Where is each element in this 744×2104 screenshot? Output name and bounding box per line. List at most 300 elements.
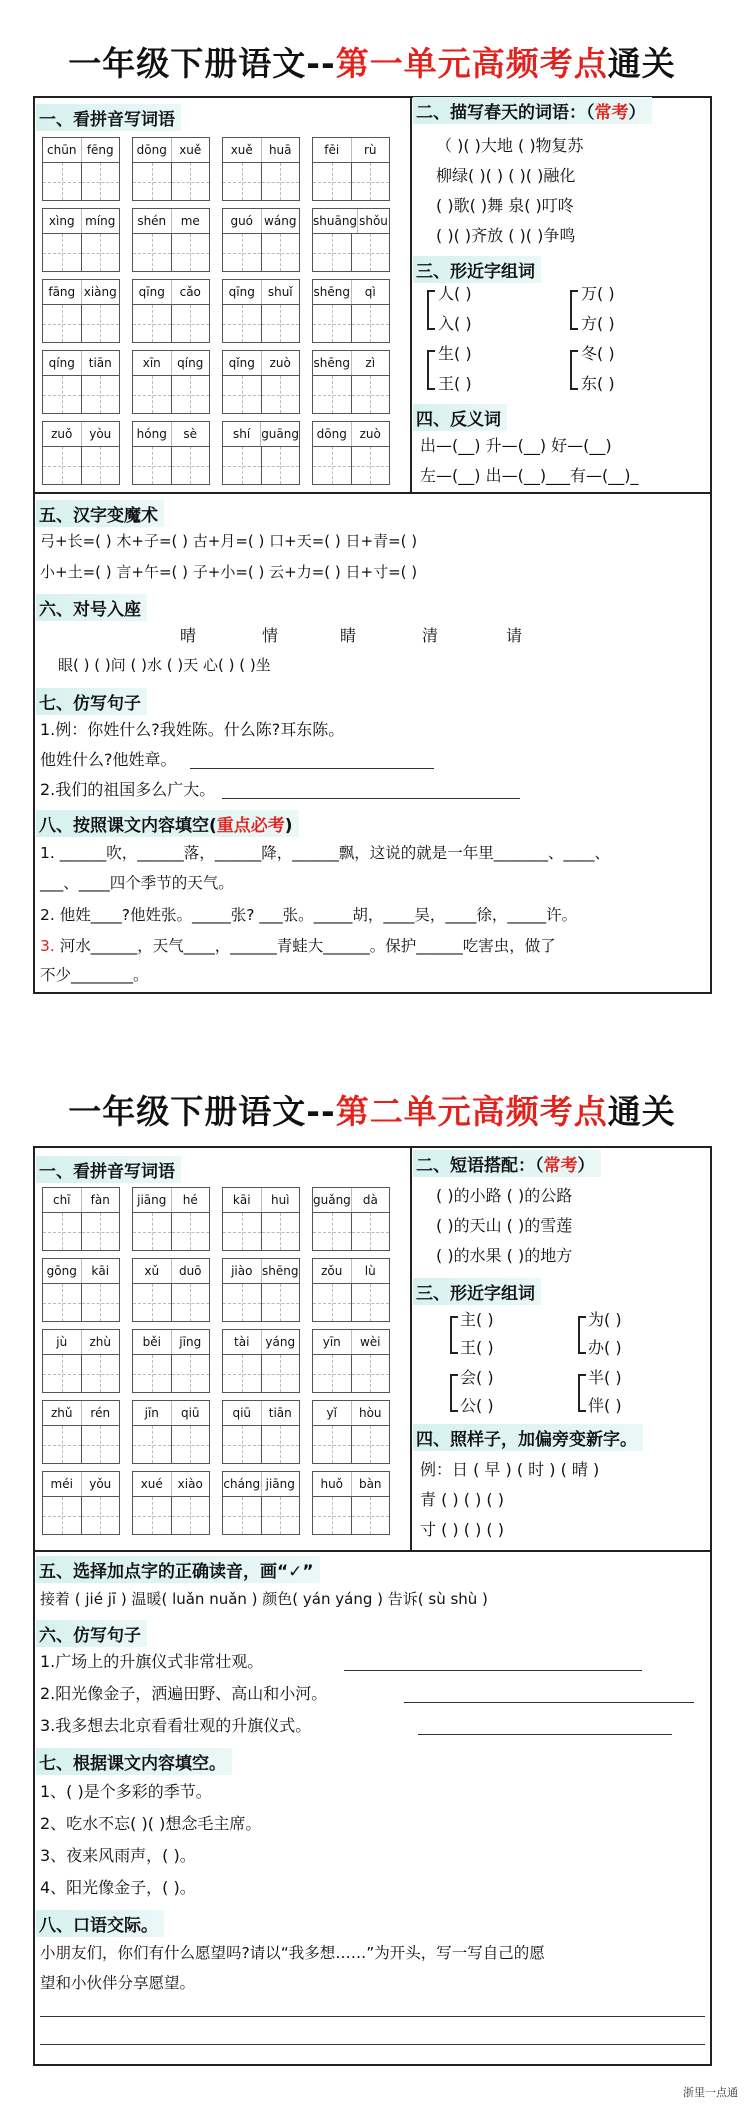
unit1-sec2-heading bbox=[413, 97, 652, 124]
pinyin-word bbox=[132, 1329, 210, 1393]
unit2-row-divider bbox=[34, 1550, 711, 1552]
pinyin-word bbox=[42, 350, 120, 414]
pinyin-syllable: hé bbox=[171, 1188, 210, 1212]
unit1-brace bbox=[570, 350, 578, 390]
unit1-similar-char: 生( ) bbox=[438, 344, 472, 363]
pinyin-word bbox=[132, 1400, 210, 1464]
pinyin-syllable: tiān bbox=[261, 1401, 300, 1425]
unit2-sec6-heading: 六、仿写句子 bbox=[36, 1620, 147, 1647]
tian-zi-cell[interactable] bbox=[81, 1426, 120, 1463]
pinyin-syllable: hòu bbox=[351, 1401, 390, 1425]
pinyin-word bbox=[222, 279, 300, 343]
pinyin-word bbox=[132, 1187, 210, 1251]
pinyin-label bbox=[42, 1258, 120, 1283]
tian-zi-cell[interactable] bbox=[223, 234, 261, 271]
pinyin-label bbox=[42, 1471, 120, 1496]
unit1-sec6-heading: 六、对号入座 bbox=[36, 594, 147, 621]
tian-zi-cell[interactable] bbox=[313, 305, 351, 342]
tian-zi-cell[interactable] bbox=[351, 163, 390, 200]
pinyin-row bbox=[42, 279, 402, 343]
unit1-answer-line bbox=[190, 768, 434, 769]
pinyin-label bbox=[132, 1187, 210, 1212]
pinyin-syllable: xué bbox=[140, 1477, 163, 1491]
pinyin-row bbox=[42, 1400, 402, 1464]
tian-zi-cell[interactable] bbox=[223, 163, 261, 200]
unit2-writing-line bbox=[40, 2044, 705, 2045]
pinyin-syllable: shǒu bbox=[357, 209, 389, 233]
tian-zi-cell[interactable] bbox=[223, 1284, 261, 1321]
unit2-oral-prompt: 望和小伙伴分享愿望。 bbox=[40, 1974, 196, 1992]
writing-grid[interactable] bbox=[132, 1425, 210, 1464]
unit1-sec3-heading: 三、形近字组词 bbox=[413, 256, 541, 283]
pinyin-syllable: yǐ bbox=[326, 1406, 337, 1420]
unit2-fill-line: 4、阳光像金子，( )。 bbox=[40, 1878, 196, 1897]
pinyin-word bbox=[312, 1258, 390, 1322]
unit2-radical-line: 青 ( ) ( ) ( ) bbox=[420, 1490, 504, 1509]
unit2-sec2-end: ） bbox=[577, 1156, 595, 1176]
tian-zi-cell[interactable] bbox=[261, 1426, 300, 1463]
pinyin-label bbox=[222, 1258, 300, 1283]
unit1-imitate-prompt: 2.我们的祖国多么广大。 bbox=[40, 780, 216, 799]
writing-grid[interactable] bbox=[132, 1283, 210, 1322]
tian-zi-cell[interactable] bbox=[43, 234, 81, 271]
pinyin-syllable: qiū bbox=[171, 1401, 210, 1425]
pinyin-syllable: shén bbox=[137, 214, 167, 228]
tian-zi-cell[interactable] bbox=[171, 1213, 210, 1250]
pinyin-label bbox=[42, 137, 120, 162]
tian-zi-cell[interactable] bbox=[133, 1497, 171, 1534]
pinyin-syllable: guó bbox=[230, 214, 254, 228]
pinyin-row bbox=[42, 137, 402, 201]
tian-zi-cell[interactable] bbox=[133, 1355, 171, 1392]
pinyin-word bbox=[42, 1187, 120, 1251]
pinyin-syllable: tài bbox=[234, 1335, 250, 1349]
writing-grid[interactable] bbox=[42, 1496, 120, 1535]
pinyin-syllable: jīn bbox=[144, 1406, 159, 1420]
tian-zi-cell[interactable] bbox=[171, 163, 210, 200]
tian-zi-cell[interactable] bbox=[43, 1213, 81, 1250]
writing-grid[interactable] bbox=[312, 1425, 390, 1464]
tian-zi-cell[interactable] bbox=[133, 1213, 171, 1250]
pinyin-label bbox=[222, 279, 300, 304]
writing-grid[interactable] bbox=[312, 375, 390, 414]
writing-grid[interactable] bbox=[132, 1354, 210, 1393]
unit1-antonym-line: 出—(__) 升—(__) 好—(__) bbox=[420, 436, 612, 455]
pinyin-word bbox=[222, 1187, 300, 1251]
unit1-spring-line: ( )( )齐放 ( )( )争鸣 bbox=[436, 226, 576, 245]
pinyin-syllable: lù bbox=[351, 1259, 390, 1283]
tian-zi-cell[interactable] bbox=[313, 376, 351, 413]
tian-zi-cell[interactable] bbox=[133, 1284, 171, 1321]
unit1-choice-char: 晴 bbox=[180, 626, 197, 645]
unit1-antonym-line: 左—(__) 出—(__)___有—(__)_ bbox=[420, 466, 639, 485]
tian-zi-cell[interactable] bbox=[81, 376, 120, 413]
unit2-brace bbox=[450, 1374, 458, 1412]
unit1-sec2-label: 二、描写春天的词语：（ bbox=[416, 103, 595, 123]
unit2-similar-char: 会( ) bbox=[460, 1368, 494, 1387]
tian-zi-cell[interactable] bbox=[43, 305, 81, 342]
tian-zi-cell[interactable] bbox=[171, 376, 210, 413]
writing-grid[interactable] bbox=[222, 304, 300, 343]
pinyin-word bbox=[222, 1329, 300, 1393]
pinyin-word bbox=[132, 1258, 210, 1322]
pinyin-label bbox=[312, 1400, 390, 1425]
tian-zi-cell[interactable] bbox=[133, 305, 171, 342]
unit1-brace bbox=[570, 290, 578, 330]
unit2-brace bbox=[578, 1374, 586, 1412]
unit2-sec2-tag: 常考 bbox=[543, 1156, 578, 1176]
pinyin-syllable: míng bbox=[81, 209, 120, 233]
unit2-similar-char: 公( ) bbox=[460, 1396, 494, 1415]
unit2-similar-char: 办( ) bbox=[588, 1338, 622, 1357]
unit2-imitate-line: 1.广场上的升旗仪式非常壮观。 bbox=[40, 1652, 264, 1671]
unit1-fill-line bbox=[40, 937, 556, 956]
writing-grid[interactable] bbox=[42, 1354, 120, 1393]
pinyin-word bbox=[132, 137, 210, 201]
pinyin-word bbox=[312, 208, 390, 272]
unit1-magic-line: 小+土=( ) 言+午=( ) 子+小=( ) 云+力=( ) 日+寸=( ) bbox=[40, 563, 418, 581]
tian-zi-cell[interactable] bbox=[351, 305, 390, 342]
pinyin-syllable: shēng bbox=[313, 356, 350, 370]
pinyin-word bbox=[42, 1471, 120, 1535]
pinyin-syllable: hóng bbox=[136, 427, 167, 441]
pinyin-syllable: zhǔ bbox=[50, 1406, 73, 1420]
writing-grid[interactable] bbox=[312, 1283, 390, 1322]
writing-grid[interactable] bbox=[312, 304, 390, 343]
tian-zi-cell[interactable] bbox=[261, 163, 300, 200]
pinyin-label bbox=[312, 1258, 390, 1283]
tian-zi-cell[interactable] bbox=[133, 1426, 171, 1463]
unit1-spring-line: 柳绿( )( ) ( )( )融化 bbox=[436, 166, 576, 185]
unit1-similar-char: 东( ) bbox=[581, 374, 615, 393]
pinyin-label bbox=[42, 208, 120, 233]
tian-zi-cell[interactable] bbox=[81, 163, 120, 200]
pinyin-syllable: yáng bbox=[261, 1330, 300, 1354]
tian-zi-cell[interactable] bbox=[43, 376, 81, 413]
tian-zi-cell[interactable] bbox=[43, 447, 81, 484]
unit2-brace bbox=[450, 1316, 458, 1354]
tian-zi-cell[interactable] bbox=[313, 1497, 351, 1534]
pinyin-label bbox=[222, 1400, 300, 1425]
tian-zi-cell[interactable] bbox=[261, 376, 300, 413]
tian-zi-cell[interactable] bbox=[171, 305, 210, 342]
tian-zi-cell[interactable] bbox=[313, 234, 351, 271]
unit1-sec4-heading: 四、反义词 bbox=[413, 404, 507, 431]
pinyin-syllable: chī bbox=[52, 1193, 71, 1207]
tian-zi-cell[interactable] bbox=[351, 1355, 390, 1392]
unit1-sec8-label: 八、按照课文内容填空( bbox=[39, 816, 217, 836]
pinyin-syllable: sè bbox=[171, 422, 210, 446]
pinyin-word bbox=[132, 279, 210, 343]
pinyin-row bbox=[42, 1187, 402, 1251]
unit1-fill-line: 不少________。 bbox=[40, 966, 149, 984]
pinyin-syllable: zhù bbox=[81, 1330, 120, 1354]
pinyin-label bbox=[222, 1471, 300, 1496]
unit1-title bbox=[0, 38, 744, 85]
tian-zi-cell[interactable] bbox=[351, 447, 390, 484]
pinyin-syllable: shēng bbox=[313, 285, 350, 299]
pinyin-word bbox=[312, 279, 390, 343]
unit2-sec3-heading: 三、形近字组词 bbox=[413, 1278, 541, 1305]
unit2-column-divider bbox=[410, 1147, 412, 1550]
pinyin-syllable: fēi bbox=[324, 143, 340, 157]
tian-zi-cell[interactable] bbox=[223, 447, 261, 484]
tian-zi-cell[interactable] bbox=[81, 447, 120, 484]
pinyin-syllable: jù bbox=[56, 1335, 68, 1349]
unit2-similar-char: 主( ) bbox=[460, 1310, 494, 1329]
unit1-fill-text: 河水______，天气____，______青蛙大______。保护______吃害虫，做了 bbox=[54, 937, 556, 955]
writing-grid[interactable] bbox=[312, 162, 390, 201]
unit2-imitate-line: 2.阳光像金子，洒遍田野、高山和小河。 bbox=[40, 1684, 328, 1703]
tian-zi-cell[interactable] bbox=[223, 1426, 261, 1463]
unit2-brace bbox=[578, 1316, 586, 1354]
pinyin-word bbox=[42, 1400, 120, 1464]
unit1-sec8-end: ) bbox=[284, 816, 293, 836]
tian-zi-cell[interactable] bbox=[43, 1284, 81, 1321]
pinyin-label bbox=[312, 1329, 390, 1354]
pinyin-word bbox=[222, 1258, 300, 1322]
unit1-title-suffix: 通关 bbox=[607, 44, 676, 83]
unit1-answer-line bbox=[222, 798, 520, 799]
pinyin-word bbox=[312, 1400, 390, 1464]
tian-zi-cell[interactable] bbox=[81, 234, 120, 271]
pinyin-word bbox=[42, 1329, 120, 1393]
pinyin-word bbox=[42, 279, 120, 343]
pinyin-word bbox=[132, 208, 210, 272]
pinyin-syllable: qì bbox=[351, 280, 390, 304]
unit2-phrase-line: ( )的天山 ( )的雪莲 bbox=[436, 1216, 573, 1235]
pinyin-label bbox=[42, 350, 120, 375]
tian-zi-cell[interactable] bbox=[351, 1213, 390, 1250]
pinyin-label bbox=[312, 1187, 390, 1212]
pinyin-syllable: jiào bbox=[231, 1264, 253, 1278]
writing-grid[interactable] bbox=[222, 1496, 300, 1535]
unit2-title bbox=[0, 1086, 744, 1133]
tian-zi-cell[interactable] bbox=[313, 447, 351, 484]
writing-grid[interactable] bbox=[42, 1425, 120, 1464]
pinyin-syllable: wèi bbox=[351, 1330, 390, 1354]
pinyin-label bbox=[42, 1329, 120, 1354]
writing-grid[interactable] bbox=[42, 446, 120, 485]
writing-grid[interactable] bbox=[222, 1425, 300, 1464]
writing-grid[interactable] bbox=[132, 446, 210, 485]
pinyin-label bbox=[222, 137, 300, 162]
unit1-choice-char: 情 bbox=[262, 626, 279, 645]
pinyin-word bbox=[42, 208, 120, 272]
writing-grid[interactable] bbox=[132, 233, 210, 272]
pinyin-label bbox=[132, 137, 210, 162]
tian-zi-cell[interactable] bbox=[351, 1497, 390, 1534]
pinyin-syllable: méi bbox=[50, 1477, 73, 1491]
tian-zi-cell[interactable] bbox=[81, 1355, 120, 1392]
unit1-magic-line: 弓+长=( ) 木+子=( ) 古+月=( ) 口+天=( ) 日+青=( ) bbox=[40, 532, 418, 550]
writing-grid[interactable] bbox=[42, 1212, 120, 1251]
tian-zi-cell[interactable] bbox=[313, 1213, 351, 1250]
tian-zi-cell[interactable] bbox=[351, 1284, 390, 1321]
tian-zi-cell[interactable] bbox=[261, 447, 300, 484]
tian-zi-cell[interactable] bbox=[81, 1497, 120, 1534]
tian-zi-cell[interactable] bbox=[351, 376, 390, 413]
tian-zi-cell[interactable] bbox=[313, 1426, 351, 1463]
pinyin-syllable: gōng bbox=[46, 1264, 77, 1278]
writing-grid[interactable] bbox=[132, 304, 210, 343]
unit2-answer-line bbox=[344, 1670, 642, 1671]
pinyin-syllable: rù bbox=[351, 138, 390, 162]
unit2-writing-line bbox=[40, 2016, 705, 2017]
tian-zi-cell[interactable] bbox=[133, 234, 171, 271]
unit1-sec2-end: ） bbox=[628, 103, 646, 123]
writing-grid[interactable] bbox=[222, 375, 300, 414]
pinyin-word bbox=[42, 137, 120, 201]
pinyin-word bbox=[42, 1258, 120, 1322]
tian-zi-cell[interactable] bbox=[313, 1284, 351, 1321]
writing-grid[interactable] bbox=[132, 162, 210, 201]
tian-zi-cell[interactable] bbox=[351, 1426, 390, 1463]
unit2-similar-char: 王( ) bbox=[460, 1338, 494, 1357]
unit2-sec7-heading: 七、根据课文内容填空。 bbox=[36, 1748, 232, 1775]
tian-zi-cell[interactable] bbox=[43, 1497, 81, 1534]
pinyin-word bbox=[132, 1471, 210, 1535]
unit1-choice-char: 睛 bbox=[340, 626, 357, 645]
pinyin-label bbox=[132, 1258, 210, 1283]
writing-grid[interactable] bbox=[132, 375, 210, 414]
pinyin-label bbox=[42, 1400, 120, 1425]
pinyin-word bbox=[132, 421, 210, 485]
tian-zi-cell[interactable] bbox=[261, 1284, 300, 1321]
pinyin-word bbox=[312, 350, 390, 414]
unit1-imitate-example: 1.例：你姓什么?我姓陈。什么陈?耳东陈。 bbox=[40, 720, 345, 739]
pinyin-syllable: jiāng bbox=[137, 1193, 167, 1207]
unit2-reading-line: 接着 ( jié jī ) 温暖( luǎn nuǎn ) 颜色( yán yáng ) 告诉( sù shù ) bbox=[40, 1590, 488, 1608]
writing-grid[interactable] bbox=[222, 162, 300, 201]
tian-zi-cell[interactable] bbox=[261, 1213, 300, 1250]
writing-grid[interactable] bbox=[312, 233, 390, 272]
pinyin-word bbox=[312, 421, 390, 485]
unit1-brace bbox=[427, 350, 435, 390]
tian-zi-cell[interactable] bbox=[133, 447, 171, 484]
tian-zi-cell[interactable] bbox=[43, 1426, 81, 1463]
tian-zi-cell[interactable] bbox=[261, 234, 300, 271]
pinyin-syllable: xiào bbox=[171, 1472, 210, 1496]
pinyin-row bbox=[42, 421, 402, 485]
writing-grid[interactable] bbox=[42, 1283, 120, 1322]
unit2-fill-line: 3、夜来风雨声，( )。 bbox=[40, 1846, 196, 1865]
tian-zi-cell[interactable] bbox=[81, 305, 120, 342]
writing-grid[interactable] bbox=[222, 1212, 300, 1251]
pinyin-syllable: jiāng bbox=[261, 1472, 300, 1496]
tian-zi-cell[interactable] bbox=[313, 1355, 351, 1392]
tian-zi-cell[interactable] bbox=[313, 163, 351, 200]
writing-grid[interactable] bbox=[42, 304, 120, 343]
pinyin-syllable: qiū bbox=[232, 1406, 252, 1420]
tian-zi-cell[interactable] bbox=[133, 376, 171, 413]
pinyin-label bbox=[132, 1471, 210, 1496]
writing-grid[interactable] bbox=[222, 1354, 300, 1393]
pinyin-row bbox=[42, 1329, 402, 1393]
writing-grid[interactable] bbox=[222, 446, 300, 485]
pinyin-label bbox=[222, 1187, 300, 1212]
pinyin-syllable: qīng bbox=[138, 285, 165, 299]
pinyin-word bbox=[222, 208, 300, 272]
unit2-sec8-heading: 八、口语交际。 bbox=[36, 1910, 164, 1937]
writing-grid[interactable] bbox=[42, 162, 120, 201]
pinyin-label bbox=[222, 208, 300, 233]
pinyin-syllable: yòu bbox=[81, 422, 120, 446]
pinyin-row bbox=[42, 208, 402, 272]
pinyin-syllable: kāi bbox=[81, 1259, 120, 1283]
pinyin-word bbox=[222, 137, 300, 201]
unit2-sec4-heading: 四、照样子，加偏旁变新字。 bbox=[413, 1424, 643, 1451]
unit1-similar-char: 万( ) bbox=[581, 284, 615, 303]
writing-grid[interactable] bbox=[312, 1212, 390, 1251]
writing-grid[interactable] bbox=[312, 446, 390, 485]
tian-zi-cell[interactable] bbox=[171, 447, 210, 484]
watermark: 浙里一点通 bbox=[683, 2086, 738, 2099]
tian-zi-cell[interactable] bbox=[171, 1497, 210, 1534]
writing-grid[interactable] bbox=[222, 233, 300, 272]
pinyin-syllable: kāi bbox=[232, 1193, 251, 1207]
writing-grid[interactable] bbox=[132, 1496, 210, 1535]
pinyin-syllable: fāng bbox=[48, 285, 76, 299]
pinyin-syllable: shēng bbox=[261, 1259, 300, 1283]
tian-zi-cell[interactable] bbox=[133, 163, 171, 200]
writing-grid[interactable] bbox=[312, 1496, 390, 1535]
tian-zi-cell[interactable] bbox=[81, 1284, 120, 1321]
pinyin-syllable: guǎng bbox=[313, 1193, 351, 1207]
unit2-similar-char: 伴( ) bbox=[588, 1396, 622, 1415]
tian-zi-cell[interactable] bbox=[43, 1355, 81, 1392]
writing-grid[interactable] bbox=[132, 1212, 210, 1251]
tian-zi-cell[interactable] bbox=[171, 1426, 210, 1463]
pinyin-label bbox=[312, 279, 390, 304]
writing-grid[interactable] bbox=[42, 375, 120, 414]
tian-zi-cell[interactable] bbox=[171, 1284, 210, 1321]
tian-zi-cell[interactable] bbox=[223, 305, 261, 342]
pinyin-syllable: xiàng bbox=[81, 280, 120, 304]
writing-grid[interactable] bbox=[42, 233, 120, 272]
unit1-spring-line: ( )歌( )舞 泉( )叮咚 bbox=[436, 196, 574, 215]
tian-zi-cell[interactable] bbox=[261, 1355, 300, 1392]
pinyin-syllable: běi bbox=[142, 1335, 161, 1349]
pinyin-syllable: shí bbox=[232, 427, 251, 441]
tian-zi-cell[interactable] bbox=[261, 305, 300, 342]
unit2-sec2-heading bbox=[413, 1150, 601, 1177]
unit1-similar-char: 王( ) bbox=[438, 374, 472, 393]
tian-zi-cell[interactable] bbox=[81, 1213, 120, 1250]
tian-zi-cell[interactable] bbox=[43, 163, 81, 200]
writing-grid[interactable] bbox=[312, 1354, 390, 1393]
tian-zi-cell[interactable] bbox=[223, 376, 261, 413]
tian-zi-cell[interactable] bbox=[261, 1497, 300, 1534]
unit1-brace bbox=[427, 290, 435, 330]
pinyin-row bbox=[42, 1258, 402, 1322]
pinyin-syllable: qíng bbox=[171, 351, 210, 375]
pinyin-syllable: qīng bbox=[228, 285, 255, 299]
writing-grid[interactable] bbox=[222, 1283, 300, 1322]
tian-zi-cell[interactable] bbox=[223, 1355, 261, 1392]
pinyin-syllable: xǔ bbox=[144, 1264, 160, 1278]
unit1-similar-char: 方( ) bbox=[581, 314, 615, 333]
tian-zi-cell[interactable] bbox=[171, 234, 210, 271]
unit1-similar-char: 入( ) bbox=[438, 314, 472, 333]
tian-zi-cell[interactable] bbox=[223, 1497, 261, 1534]
unit1-sec8-tag: 重点必考 bbox=[216, 816, 285, 836]
tian-zi-cell[interactable] bbox=[351, 234, 390, 271]
tian-zi-cell[interactable] bbox=[223, 1213, 261, 1250]
tian-zi-cell[interactable] bbox=[171, 1355, 210, 1392]
pinyin-label bbox=[42, 1187, 120, 1212]
pinyin-syllable: shuǐ bbox=[261, 280, 300, 304]
